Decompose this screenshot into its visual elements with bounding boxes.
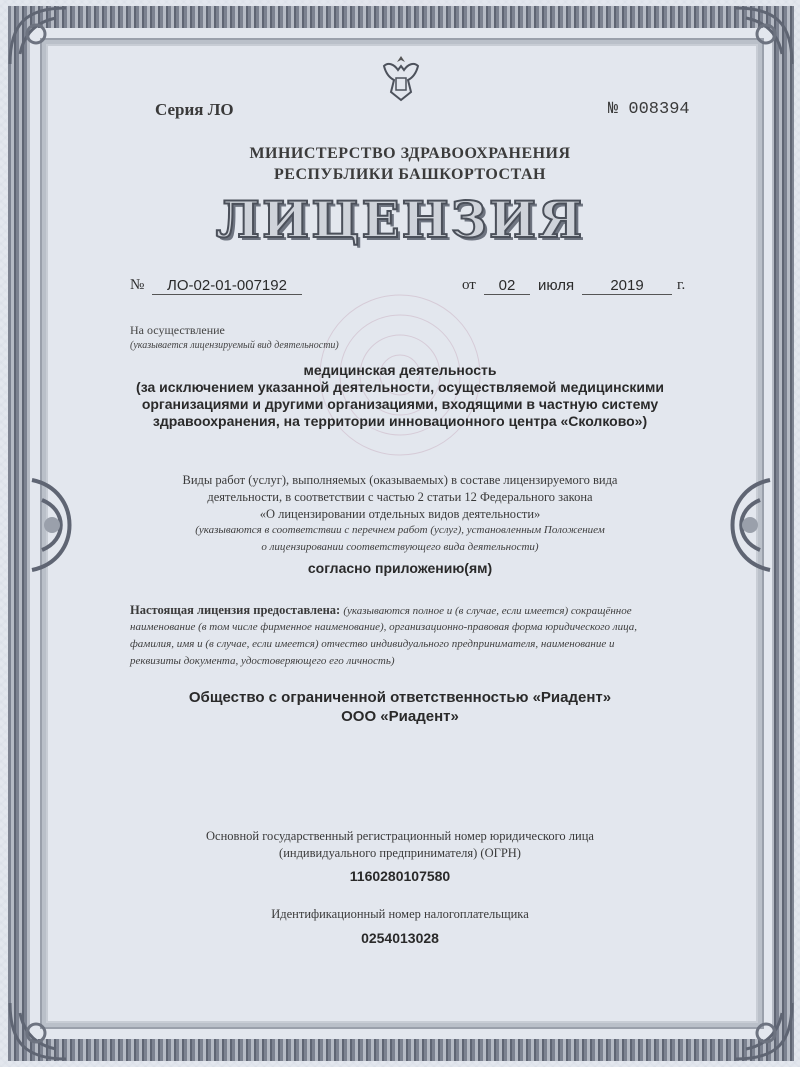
ogrn-label: [120, 828, 680, 862]
grantee-full-name: Общество с ограниченной ответственностью «Риадент»: [188, 689, 612, 706]
coat-of-arms-icon: [378, 52, 424, 104]
corner-ornament-icon: [6, 999, 70, 1063]
activity-label: На осуществление: [130, 323, 225, 337]
corner-ornament-icon: [732, 999, 796, 1063]
grantee-hint-line: наименование (в том числе фирменное наименование), организационно-правовая форма юридического лица,: [130, 621, 637, 633]
corner-ornament-icon: [6, 4, 70, 68]
activity-description: [120, 362, 680, 430]
reg-day: 02: [484, 277, 530, 295]
works-line: деятельности, в соответствии с частью 2 статьи 12 Федерального закона: [207, 490, 593, 504]
activity-line: медицинская деятельность: [303, 362, 497, 378]
document-title: ЛИЦЕНЗИЯ: [215, 190, 585, 249]
grantee-short-name: ООО «Риадент»: [341, 708, 459, 725]
grantee-hint-first: (указываются полное и (в случае, если имеется) сокращённое: [343, 605, 632, 617]
form-number: № 008394: [608, 100, 690, 119]
inn-label: Идентификационный номер налогоплательщика: [271, 907, 529, 921]
activity-line: организациями и другими организациями, входящими в частную систему: [141, 396, 659, 412]
series-label: Серия ЛО: [155, 100, 234, 119]
works-line: Виды работ (услуг), выполняемых (оказываемых) в составе лицензируемого вида: [182, 473, 618, 487]
ogrn-label-line: Основной государственный регистрационный номер юридического лица: [206, 829, 594, 843]
activity-hint: (указывается лицензируемый вид деятельности): [130, 340, 339, 351]
issuer-line-1: МИНИСТЕРСТВО ЗДРАВООХРАНЕНИЯ: [249, 145, 571, 162]
works-hint-line: (указываются в соответствии с перечнем работ (услуг), установленным Положением: [195, 524, 605, 536]
ogrn-value: 1160280107580: [349, 868, 451, 884]
works-description: [120, 472, 680, 523]
activity-line: (за исключением указанной деятельности, осуществляемой медицинскими: [136, 379, 664, 395]
grantee-hint-line: реквизиты документа, удостоверяющего его личность): [130, 655, 395, 667]
grantee-heading: [130, 602, 690, 620]
reg-month: июля: [538, 277, 575, 294]
reg-year-suffix: г.: [677, 277, 686, 293]
grantee-hint: [130, 619, 690, 670]
issuer-line-2: РЕСПУБЛИКИ БАШКОРТОСТАН: [274, 166, 546, 183]
reg-year: 2019: [582, 277, 672, 295]
reg-number: ЛО-02-01-007192: [152, 277, 302, 295]
side-ornament-icon: [710, 470, 780, 580]
side-ornament-icon: [22, 470, 92, 580]
reg-from-label: от: [462, 277, 476, 293]
works-hint-line: о лицензировании соответствующего вида деятельности): [261, 541, 539, 553]
inn-value: 0254013028: [361, 930, 439, 946]
grantee-label: Настоящая лицензия предоставлена:: [130, 603, 341, 617]
grantee-hint-line: фамилия, имя и (в случае, если имеется) отчество индивидуального предпринимателя, наименование и: [130, 638, 615, 650]
activity-line: здравоохранения, на территории инновационного центра «Сколково»): [152, 413, 648, 429]
grantee-names: [100, 688, 700, 726]
works-line: «О лицензировании отдельных видов деятельности»: [259, 507, 541, 521]
works-hint: [120, 522, 680, 556]
works-value: согласно приложению(ям): [307, 560, 493, 576]
ogrn-label-line: (индивидуального предпринимателя) (ОГРН): [279, 846, 521, 860]
corner-ornament-icon: [732, 4, 796, 68]
reg-number-prefix: №: [130, 277, 145, 293]
